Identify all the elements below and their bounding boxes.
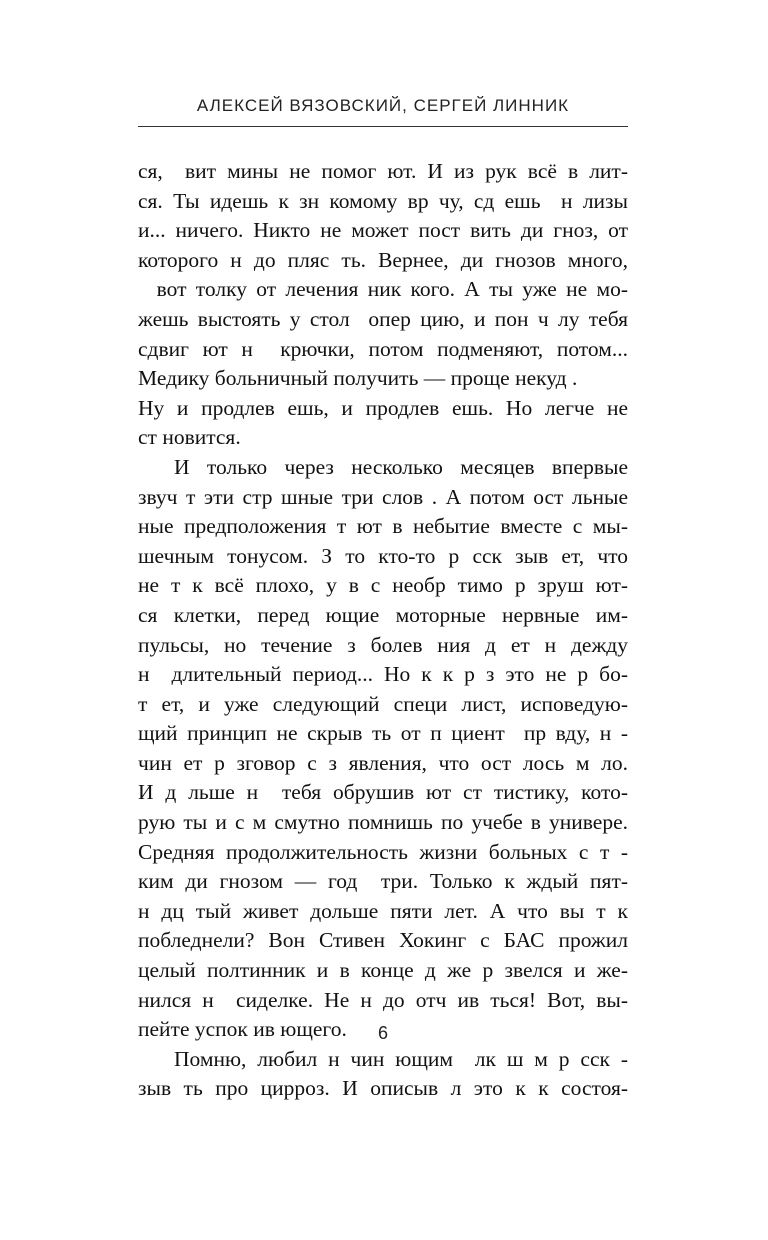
text-line: пульсы, но течение з болев ния д ет н дежду: [138, 632, 628, 657]
text-line: ся клетки, перед ющие моторные нервные им-: [138, 602, 628, 627]
header-rule: [138, 126, 628, 127]
text-line: нился н сиделке. Не н до отч ив ться! Вот, вы-: [138, 987, 628, 1012]
text-line: Медику больничный получить — проще некуд .: [138, 366, 578, 391]
text-line: ные предположения т ют в небытие вместе с мы-: [138, 514, 628, 539]
text-line: и... ничего. Никто не может пост вить ди гноз, от: [138, 218, 628, 243]
text-line: чин ет р зговор с з явления, что ост лось м ло.: [138, 750, 628, 775]
text-line: ким ди гнозом — год три. Только к ждый пят-: [138, 869, 628, 894]
text-line: рую ты и с м смутно помнишь по учебе в универе.: [138, 810, 628, 835]
text-line: которого н до пляс ть. Вернее, ди гнозов много,: [138, 247, 628, 272]
text-line: ся. Ты идешь к зн комому вр чу, сд ешь н лизы: [138, 188, 628, 213]
running-header: АЛЕКСЕЙ ВЯЗОВСКИЙ, СЕРГЕЙ ЛИННИК: [196, 96, 570, 115]
text-line: сдвиг ют н крючки, потом подменяют, потом...: [138, 336, 628, 361]
text-line: ст новится.: [138, 425, 241, 450]
text-line: не т к всё плохо, у в с необр тимо р зруш ют-: [138, 573, 628, 598]
paragraph: [138, 1045, 628, 1104]
text-line: щий принцип не скрыв ть от п циент пр вду, н -: [138, 721, 628, 746]
body-text: [138, 157, 628, 1104]
text-line: пейте успок ив ющего.: [138, 1017, 347, 1042]
text-line: ся, вит мины не помог ют. И из рук всё в лит-: [138, 159, 628, 183]
text-line: Помню, любил н чин ющим лк ш м р сск -: [174, 1046, 628, 1071]
text-line: зыв ть про цирроз. И описыв л это к к состоя-: [138, 1076, 628, 1101]
text-line: Средняя продолжительность жизни больных с т -: [138, 839, 628, 864]
text-line: т ет, и уже следующий специ лист, исповедую-: [138, 691, 628, 716]
text-line: шечным тонусом. З то кто-то р сск зыв ет, что: [138, 543, 628, 568]
text-line: вот толку от лечения ник кого. А ты уже не мо-: [138, 277, 628, 302]
text-line: звуч т эти стр шные три слов . А потом ост льные: [138, 484, 628, 509]
paragraph: [138, 453, 628, 1045]
text-line: И д льше н тебя обрушив ют ст тистику, кото-: [138, 780, 628, 805]
text-line: н дц тый живет дольше пяти лет. А что вы т к: [138, 898, 628, 923]
text-line: И только через несколько месяцев впервые: [174, 454, 628, 479]
text-line: жешь выстоять у стол опер цию, и пон ч лу тебя: [138, 306, 628, 331]
paragraph: [138, 157, 628, 453]
text-line: Ну и продлев ешь, и продлев ешь. Но легче не: [138, 395, 628, 420]
text-line: целый полтинник и в конце д же р звелся и же-: [138, 958, 628, 983]
text-line: побледнели? Вон Стивен Хокинг с БАС прожил: [138, 928, 628, 953]
text-line: н длительный период... Но к к р з это не р бо-: [138, 662, 628, 687]
page-number: 6: [377, 1023, 388, 1043]
